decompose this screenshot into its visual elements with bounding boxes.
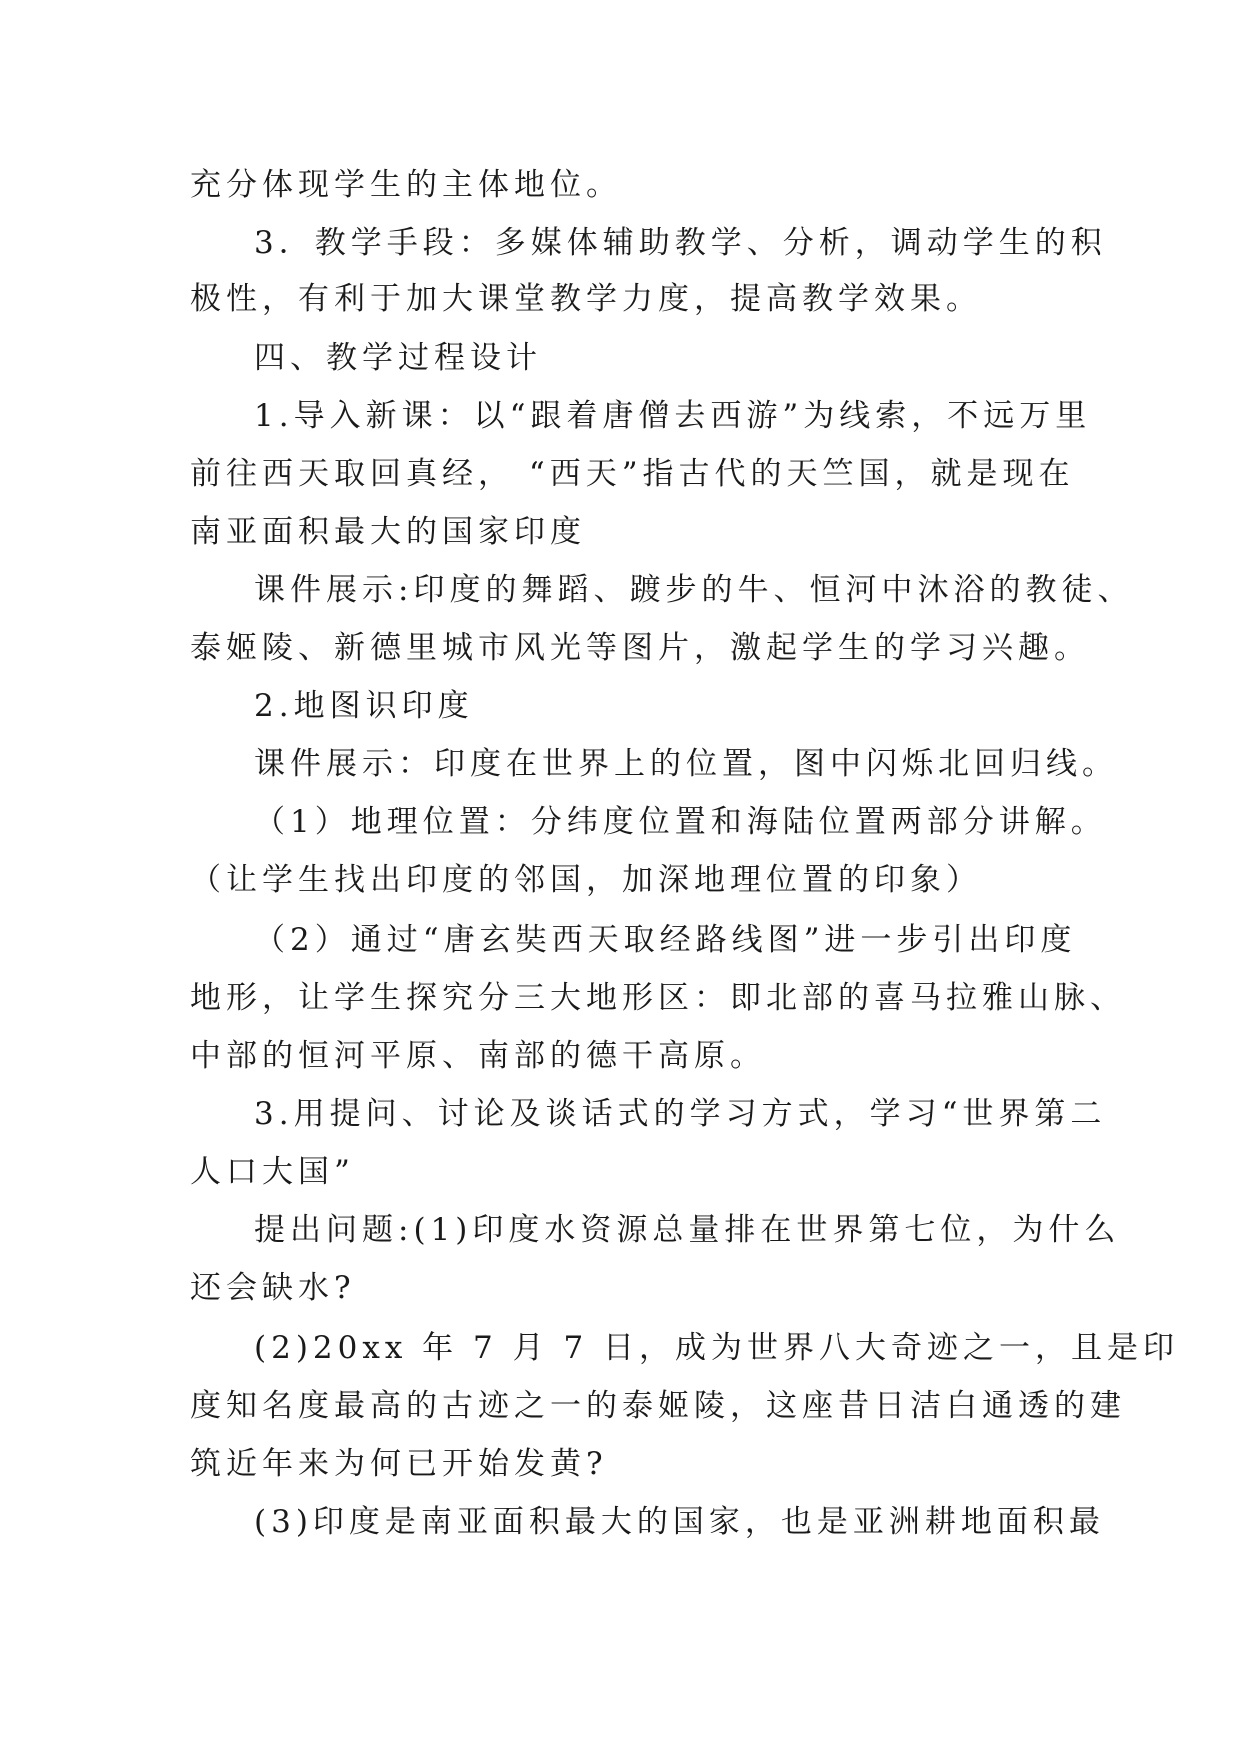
text-line: 地形，让学生探究分三大地形区：即北部的喜马拉雅山脉、 [190, 980, 1126, 1016]
text-line: 前往西天取回真经， “西天”指古代的天竺国，就是现在 [190, 456, 1075, 492]
text-line: 2.地图识印度 [254, 688, 474, 724]
text-line: 3.用提问、讨论及谈话式的学习方式，学习“世界第二 [254, 1096, 1107, 1132]
text-line: （2）通过“唐玄奘西天取经路线图”进一步引出印度 [254, 922, 1077, 958]
text-line: 度知名度最高的古迹之一的泰姬陵，这座昔日洁白通透的建 [190, 1388, 1126, 1424]
text-line: 极性，有利于加大课堂教学力度，提高教学效果。 [190, 281, 982, 317]
text-line: 筑近年来为何已开始发黄? [190, 1446, 608, 1482]
text-line: 南亚面积最大的国家印度 [190, 514, 586, 550]
text-line: 提出问题:(1)印度水资源总量排在世界第七位，为什么 [254, 1212, 1121, 1248]
text-line: (3)印度是南亚面积最大的国家，也是亚洲耕地面积最 [254, 1504, 1105, 1540]
text-line: 3．教学手段：多媒体辅助教学、分析，调动学生的积 [254, 225, 1107, 261]
text-line: （让学生找出印度的邻国，加深地理位置的印象） [190, 862, 982, 898]
text-line: 课件展示：印度在世界上的位置，图中闪烁北回归线。 [254, 746, 1118, 782]
text-line: 课件展示:印度的舞蹈、踱步的牛、恒河中沐浴的教徒、 [254, 572, 1134, 608]
text-line: （1）地理位置：分纬度位置和海陆位置两部分讲解。 [254, 804, 1107, 840]
text-line: 中部的恒河平原、南部的德干高原。 [190, 1038, 766, 1074]
text-line: (2)20xx 年 7 月 7 日，成为世界八大奇迹之一，且是印 [254, 1330, 1180, 1366]
text-line: 充分体现学生的主体地位。 [190, 167, 622, 203]
text-line: 还会缺水? [190, 1270, 356, 1306]
text-line: 人口大国” [190, 1154, 355, 1190]
section-heading: 四、教学过程设计 [254, 340, 542, 376]
text-line: 1.导入新课：以“跟着唐僧去西游”为线索，不远万里 [254, 398, 1092, 434]
text-line: 泰姬陵、新德里城市风光等图片，激起学生的学习兴趣。 [190, 630, 1090, 666]
